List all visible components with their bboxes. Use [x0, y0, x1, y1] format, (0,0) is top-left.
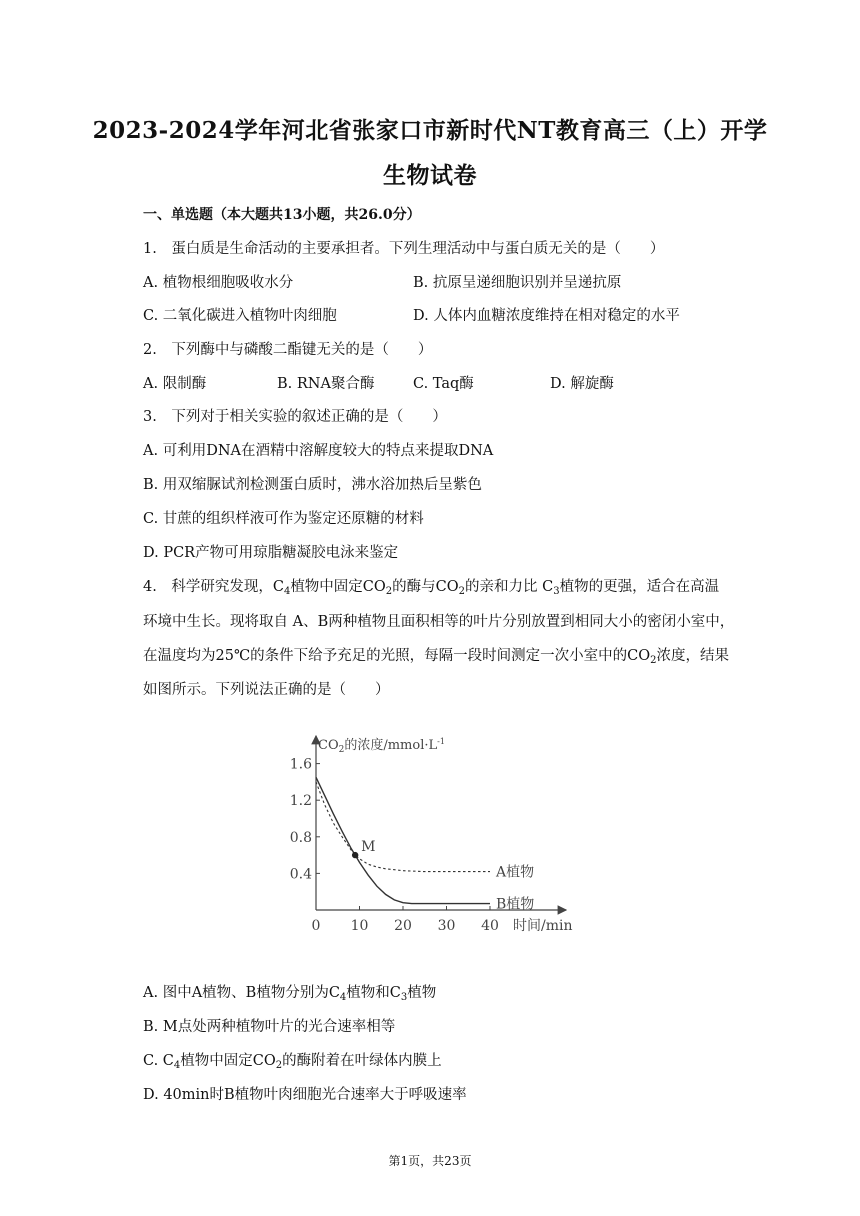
- y-tick-label: 0.4: [289, 866, 312, 883]
- q2-option-b: B. RNA聚合酶: [277, 376, 375, 392]
- q1-option-a: A. 植物根细胞吸收水分: [143, 275, 294, 291]
- q1-option-c: C. 二氧化碳进入植物叶肉细胞: [143, 308, 337, 324]
- q1-option-b: B. 抗原呈递细胞识别并呈递抗原: [413, 275, 622, 291]
- q4-option-c: C. $C_4$植物中固定$CO_2$的酶附着在叶绿体内膜上: [143, 1053, 442, 1071]
- point-m-marker: [352, 852, 358, 858]
- x-tick-label: 0: [311, 918, 321, 934]
- q1-stem: 1. 蛋白质是生命活动的主要承担者。下列生理活动中与蛋白质无关的是（ ）: [143, 241, 665, 257]
- q4-option-a: A. 图中A植物、B植物分别为$C_4$植物和$C_3$植物: [143, 985, 437, 1003]
- section-heading: 一、单选题（本大题共13小题，共26.0分）: [143, 207, 421, 223]
- q3-option-c: C. 甘蔗的组织样液可作为鉴定还原糖的材料: [143, 511, 424, 527]
- series-label-b: B植物: [496, 896, 535, 913]
- series-line-a: [316, 782, 490, 872]
- x-tick-label: 20: [394, 918, 412, 934]
- x-tick-label: 10: [350, 918, 369, 934]
- y-tick-label: 1.2: [289, 793, 312, 810]
- series-line-b: [316, 777, 490, 903]
- y-tick-label: 0.8: [289, 829, 312, 846]
- q4-stem-line3: 在温度均为25℃的条件下给予充足的光照，每隔一段时间测定一次小室中的$CO_2$浓度，结果: [143, 648, 730, 666]
- page-title-line1: 2023-2024学年河北省张家口市新时代NT教育高三（上）开学: [92, 117, 768, 144]
- q3-option-a: A. 可利用DNA在酒精中溶解度较大的特点来提取DNA: [143, 443, 494, 459]
- q3-stem: 3. 下列对于相关实验的叙述正确的是（ ）: [143, 409, 447, 425]
- q2-stem: 2. 下列酶中与磷酸二酯键无关的是（ ）: [143, 342, 433, 358]
- q1-option-d: D. 人体内血糖浓度维持在相对稳定的水平: [413, 308, 680, 324]
- q4-stem-line1: 4. 科学研究发现，$C_4$植物中固定$CO_2$的酶与$CO_2$的亲和力比 $C_3$植物的更强，适合在高温: [143, 579, 720, 597]
- y-tick-label: 1.6: [289, 756, 312, 773]
- y-axis-label: $CO_2$的浓度$/mmol\cdot L^{-1}$: [318, 737, 445, 755]
- q4-option-b: B. M点处两种植物叶片的光合速率相等: [143, 1019, 396, 1035]
- q2-option-c: C. Taq酶: [413, 376, 474, 392]
- q4-stem-line4: 如图所示。下列说法正确的是（ ）: [143, 682, 390, 698]
- x-tick-label: 30: [437, 918, 456, 934]
- q2-option-a: A. 限制酶: [143, 376, 207, 392]
- x-tick-label: 40: [481, 918, 499, 934]
- q4-stem-line2: 环境中生长。现将取自 A、B两种植物且面积相等的叶片分别放置到相同大小的密闭小室中，: [143, 614, 735, 630]
- q2-option-d: D. 解旋酶: [550, 376, 614, 392]
- co2-concentration-chart: [280, 728, 590, 940]
- x-axis-label: 时间/min: [513, 918, 573, 934]
- point-m-label: M: [361, 839, 376, 856]
- series-label-a: A植物: [496, 864, 535, 881]
- q3-option-b: B. 用双缩脲试剂检测蛋白质时，沸水浴加热后呈紫色: [143, 477, 482, 493]
- q3-option-d: D. PCR产物可用琼脂糖凝胶电泳来鉴定: [143, 545, 399, 561]
- page-title-line2: 生物试卷: [383, 162, 477, 189]
- q4-option-d: D. 40min时B植物叶肉细胞光合速率大于呼吸速率: [143, 1087, 467, 1103]
- page-footer: 第1页，共23页: [388, 1154, 472, 1168]
